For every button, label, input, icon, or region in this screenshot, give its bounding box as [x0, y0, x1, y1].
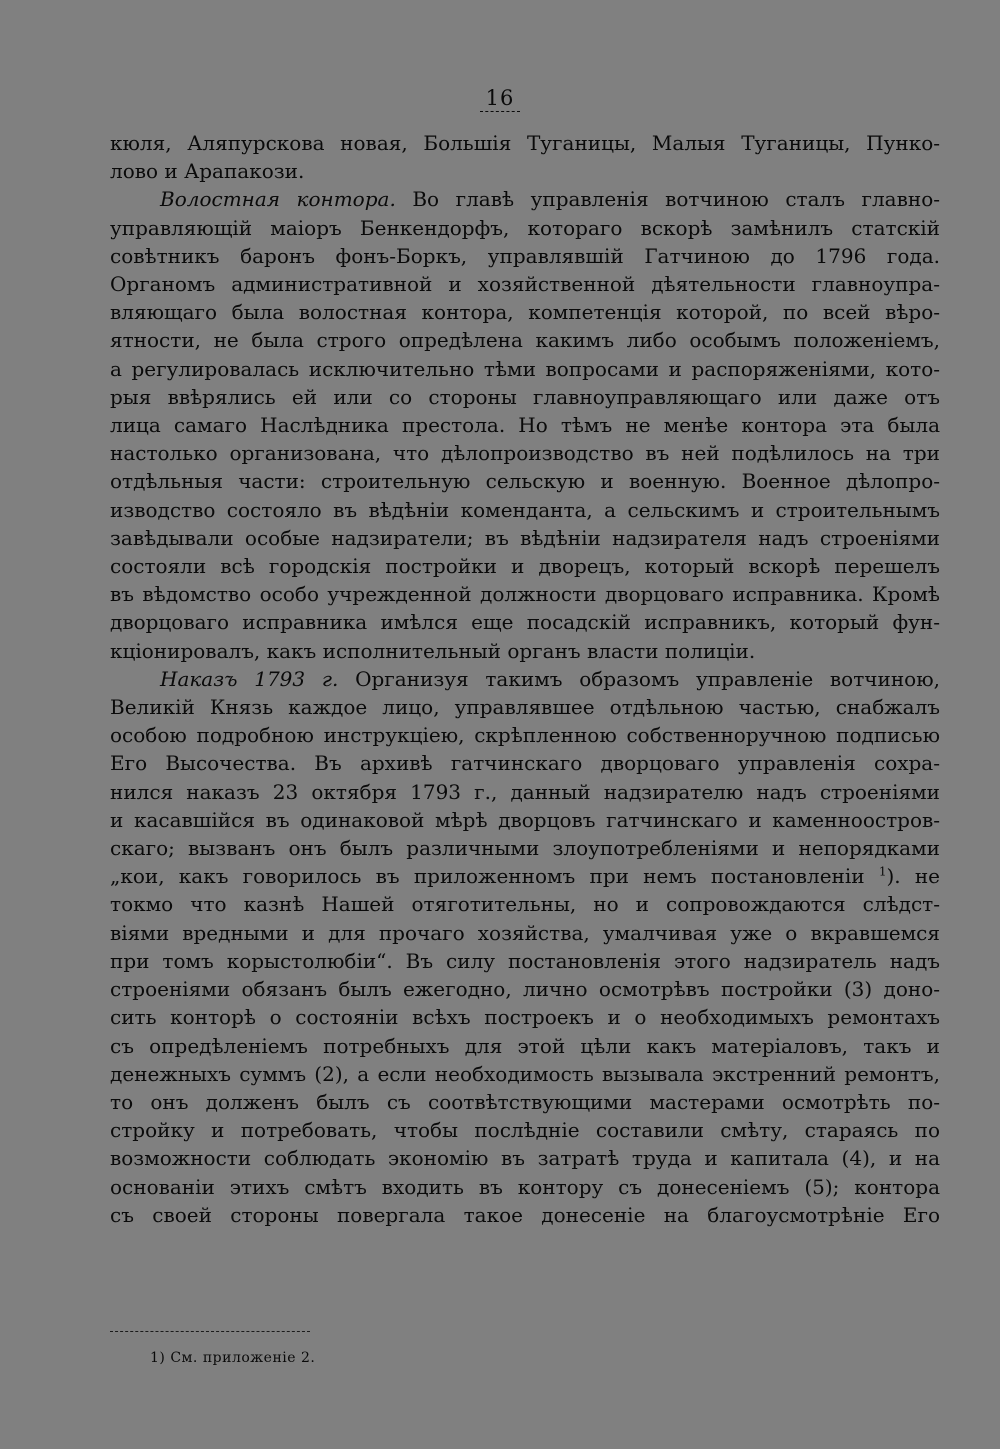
text-line: изводство состояло въ вѣдѣнiи коменданта, а сельскимъ и строительнымъ: [110, 497, 940, 522]
footnote-reference[interactable]: 1: [878, 864, 887, 879]
text-line: строенiями обязанъ былъ ежегодно, лично осмотрѣвъ постройки (3) доно-: [110, 977, 940, 1002]
text-fragment: Организуя такимъ образомъ управленiе вотчиною,: [338, 666, 940, 691]
text-line: нился наказъ 23 октября 1793 г., данный надзирателю надъ строенiями: [110, 779, 940, 804]
text-line: при томъ корыстолюбiи“. Въ силу постановленiя этого надзиратель надъ: [110, 948, 940, 973]
body-text: [110, 129, 940, 1229]
text-line: дворцоваго исправника имѣлся еще посадскiй исправникъ, который фун-: [110, 610, 940, 635]
text-line: въ вѣдомство особо учрежденной должности дворцоваго исправника. Кромѣ: [110, 582, 940, 607]
text-line: Великiй Князь каждое лицо, управлявшее отдѣльною частью, снабжалъ: [110, 695, 940, 720]
footnote-marker: 1): [150, 1350, 166, 1366]
text-line: Его Высочества. Въ архивѣ гатчинскаго дворцоваго управленiя сохра-: [110, 751, 940, 776]
section-heading: Наказъ 1793 г.: [160, 666, 339, 691]
text-line: совѣтникъ баронъ фонъ-Боркъ, управлявшiй Гатчиною до 1796 года.: [110, 243, 940, 268]
text-line: то онъ долженъ былъ съ соотвѣтствующими мастерами осмотрѣть по-: [110, 1089, 940, 1114]
section-heading: Волостная контора.: [160, 187, 396, 212]
text-line: возможности соблюдать экономiю въ затратѣ труда и капитала (4), и на: [110, 1146, 940, 1171]
text-line: и касавшiйся въ одинаковой мѣрѣ дворцовъ гатчинскаго и каменноостров-: [110, 807, 940, 832]
text-line: ятности, не была строго опредѣлена какимъ либо особымъ положенiемъ,: [110, 328, 940, 353]
footnote: [150, 1350, 315, 1366]
text-line: настолько организована, что дѣлопроизводство въ ней подѣлилось на три: [110, 441, 940, 466]
text-line: [110, 665, 940, 693]
text-line: [110, 862, 940, 890]
text-line: Органомъ административной и хозяйственной дѣятельности главноупра-: [110, 272, 940, 297]
text-line: завѣдывали особые надзиратели; въ вѣдѣнiи надзирателя надъ строенiями: [110, 525, 940, 550]
text-line: лово и Арапакози.: [110, 159, 305, 184]
text-line: а регулировалась исключительно тѣми вопросами и распоряженiями, кото-: [110, 356, 940, 381]
footnote-text: См. приложенiе 2.: [165, 1350, 316, 1366]
text-line: вляющаго была волостная контора, компетенцiя которой, по всей вѣро-: [110, 300, 940, 325]
text-line: токмо что казнѣ Нашей отяготительны, но и сопровождаются слѣдст-: [110, 892, 940, 917]
text-line: стройку и потребовать, чтобы послѣднiе составили смѣту, стараясь по: [110, 1118, 940, 1143]
text-fragment: Во главѣ управленiя вотчиною сталъ главно-: [395, 187, 940, 212]
text-fragment: ). не: [886, 864, 940, 889]
text-line: съ своей стороны повергала такое донесенiе на благоусмотрѣнiе Его: [110, 1202, 940, 1227]
text-line: состояли всѣ городскiя постройки и дворецъ, который вскорѣ перешелъ: [110, 554, 940, 579]
footnote-divider: [110, 1331, 310, 1332]
text-line: отдѣльныя части: строительную сельскую и военную. Военное дѣлопро-: [110, 469, 940, 494]
text-fragment: „кои, какъ говорилось въ приложенномъ при немъ постановленiи: [110, 864, 865, 889]
page-number: 16: [0, 86, 1000, 110]
text-line: особою подробною инструкцiею, скрѣпленною собственноручною подписью: [110, 723, 940, 748]
text-line: управляющiй маiоръ Бенкендорфъ, котораго вскорѣ замѣнилъ статскiй: [110, 215, 940, 240]
text-line: сить конторѣ о состоянiи всѣхъ построекъ и о необходимыхъ ремонтахъ: [110, 1005, 940, 1030]
text-line: вiями вредными и для прочаго хозяйства, умалчивая уже о вкравшемся: [110, 920, 940, 945]
text-line: кцiонировалъ, какъ исполнительный органъ власти полицiи.: [110, 638, 756, 663]
text-line: денежныхъ суммъ (2), а если необходимость вызывала экстренний ремонтъ,: [110, 1061, 940, 1086]
text-line: лица самаго Наслѣдника престола. Но тѣмъ не менѣе контора эта была: [110, 413, 940, 438]
text-line: основанiи этихъ смѣтъ входить въ контору съ донесенiемъ (5); контора: [110, 1174, 940, 1199]
text-line: рыя ввѣрялись ей или со стороны главноуправляющаго или даже отъ: [110, 384, 940, 409]
text-line: [110, 185, 940, 213]
text-line: съ опредѣленiемъ потребныхъ для этой цѣли какъ матерiаловъ, такъ и: [110, 1033, 940, 1058]
text-line: скаго; вызванъ онъ былъ различными злоупотребленiями и непорядками: [110, 836, 940, 861]
text-line: кюля, Аляпурскова новая, Большiя Туганицы, Малыя Туганицы, Пунко-: [110, 131, 940, 155]
